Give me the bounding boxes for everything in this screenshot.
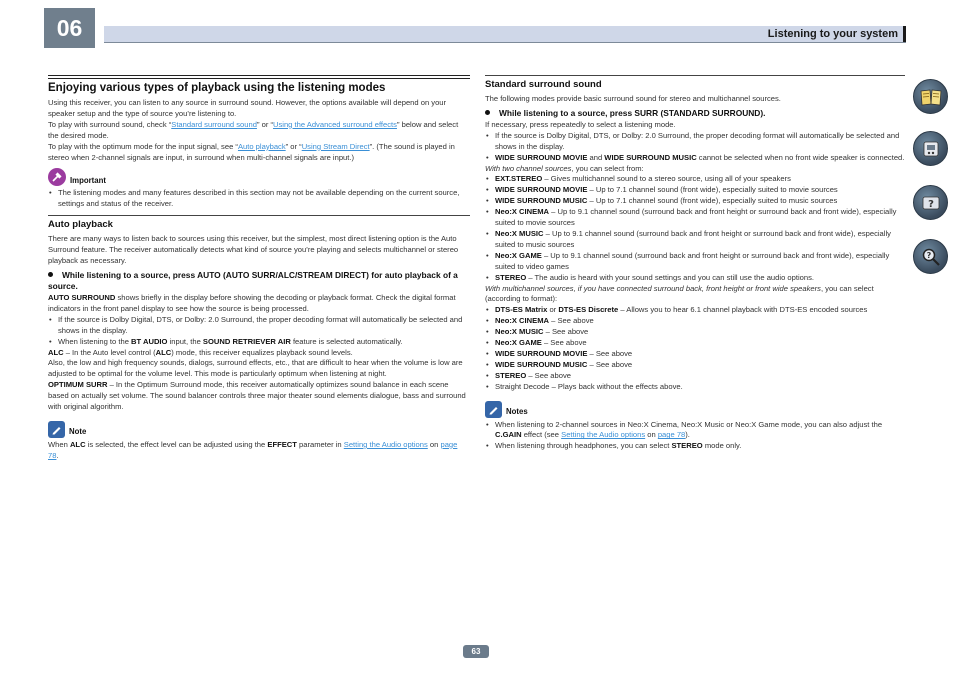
- header-tick: [903, 26, 906, 42]
- surr-bullets: [485, 131, 905, 164]
- auto-bullet: • If the source is Dolby Digital, DTS, or Dolby: 2.0 Surround, the proper decoding format will automatically be selected and shows in the display.: [48, 315, 470, 337]
- note-pencil-icon: [48, 421, 65, 438]
- left-column: [48, 75, 470, 462]
- right-column: [485, 75, 905, 452]
- two-channel-intro: With two channel sources, you can select from:: [485, 163, 644, 173]
- step-bullet-icon: [485, 110, 490, 115]
- multichannel-intro: With multichannel sources, if you have connected surround back, front height or front wide speakers, you can select (according to format):: [485, 283, 874, 304]
- notes-label: Notes: [506, 406, 528, 416]
- auto-bullet: • When listening to the BT AUDIO input, the SOUND RETRIEVER AIR feature is selected automatically.: [48, 337, 470, 348]
- mode-item: • WIDE SURROUND MUSIC – See above: [485, 360, 905, 371]
- link-standard-surround[interactable]: Standard surround sound: [171, 119, 257, 129]
- link-audio-options[interactable]: Setting the Audio options: [343, 439, 428, 449]
- note-text: When ALC is selected, the effect level can be adjusted using the EFFECT parameter in Setting the Audio options on page 78.: [48, 439, 458, 460]
- mode-item: • Neo:X MUSIC – Up to 9.1 channel sound (surround back and front height or surround back and front wide), especially suited to music sources: [485, 229, 905, 251]
- alc-text: ALC – In the Auto level control (ALC) mode, this receiver equalizes playback sound levels.: [48, 347, 353, 357]
- note-label: Note: [69, 427, 87, 437]
- auto-surround-text: AUTO SURROUND shows briefly in the display before showing the decoding or playback format. Check the digital format indicators in the front panel display to see how the source is being processed.: [48, 292, 456, 313]
- svg-text:?: ?: [926, 250, 931, 260]
- page-number: 63: [463, 645, 489, 658]
- mode-item: • Neo:X MUSIC – See above: [485, 327, 905, 338]
- important-header: [48, 168, 470, 186]
- intro-paragraph-1: Using this receiver, you can listen to any source in surround sound. However, the options available will depend on your speaker setup and the type of source you’re listening to.: [48, 98, 447, 118]
- header-title: Listening to your system: [767, 28, 898, 40]
- mode-item: • DTS-ES Matrix or DTS-ES Discrete – Allows you to hear 6.1 channel playback with DTS-ES encoded sources: [485, 305, 905, 316]
- intro-paragraph-2: To play with surround sound, check “Standard surround sound” or “Using the Advanced surround effects” below and select the desired mode.: [48, 119, 459, 140]
- section-title: Enjoying various types of playback using the listening modes: [48, 82, 386, 94]
- link-auto-playback[interactable]: Auto playback: [237, 141, 286, 151]
- auto-bullets: [48, 315, 470, 348]
- surr-step: While listening to a source, press SURR (STANDARD SURROUND).: [485, 108, 905, 119]
- remote-control-icon[interactable]: [913, 131, 948, 166]
- mode-item: • Neo:X GAME – See above: [485, 338, 905, 349]
- step-bullet-icon: [48, 272, 53, 277]
- mode-item: • Neo:X CINEMA – See above: [485, 316, 905, 327]
- mode-item: • Neo:X CINEMA – Up to 9.1 channel sound (surround back and front height or surround back and front wide), especially suited to movie sources: [485, 207, 905, 229]
- mode-item: • WIDE SURROUND MOVIE – Up to 7.1 channel sound (front wide), especially suited to movie sources: [485, 185, 905, 196]
- mode-item: • WIDE SURROUND MUSIC – Up to 7.1 channel sound (front wide), especially suited to music sources: [485, 196, 905, 207]
- important-item: • The listening modes and many features described in this section may not be available depending on the current source, settings and status of the receiver.: [48, 188, 470, 210]
- link-advanced-surround[interactable]: Using the Advanced surround effects: [272, 119, 397, 129]
- notes-list: [485, 420, 905, 453]
- subsection-rule: [48, 215, 470, 216]
- right-rule: [485, 75, 905, 76]
- note-pencil-icon: [485, 401, 502, 418]
- standard-intro: The following modes provide basic surround sound for stereo and multichannel sources.: [485, 94, 781, 103]
- important-label: Important: [70, 175, 106, 185]
- help-search-icon[interactable]: [913, 239, 948, 274]
- auto-intro: There are many ways to listen back to sources using this receiver, but the simplest, most direct listening option is the Auto Surround feature. The receiver automatically detects what kind of source you’re playing and selects multichannel or stereo playback as necessary.: [48, 234, 459, 266]
- auto-playback-title: Auto playback: [48, 219, 113, 231]
- note-item: • When listening to 2-channel sources in Neo:X Cinema, Neo:X Music or Neo:X Game mode, you can also adjust the C.GAIN effect (see Setting the Audio options on page 78).: [485, 420, 905, 442]
- optimum-surr-text: OPTIMUM SURR – In the Optimum Surround mode, this receiver automatically optimizes sound balance in each scene based on actually set volume. The sound balancer controls three major theater sound elements dialogue, bass and surround with original algorithm.: [48, 380, 466, 412]
- important-icon: [48, 168, 66, 186]
- link-page-78[interactable]: page 78: [657, 430, 686, 440]
- header-bar: [104, 26, 906, 43]
- multichannel-list: [485, 305, 905, 392]
- surr-bullet: • WIDE SURROUND MOVIE and WIDE SURROUND MUSIC cannot be selected when no front wide speaker is connected.: [485, 153, 905, 164]
- mode-item: • Neo:X GAME – Up to 9.1 channel sound (surround back and front height or surround back and front wide), especially suited to video games: [485, 251, 905, 273]
- faq-icon[interactable]: [913, 185, 948, 220]
- auto-step: While listening to a source, press AUTO (AUTO SURR/ALC/STREAM DIRECT) for auto playback of a source.: [48, 269, 458, 291]
- link-audio-options[interactable]: Setting the Audio options: [561, 430, 646, 440]
- two-channel-list: [485, 174, 905, 283]
- note-item: • When listening through headphones, you can select STEREO mode only.: [485, 441, 905, 452]
- alc-more: Also, the low and high frequency sounds, dialogs, surround effects, etc., that are difficult to hear when the volume is low are adjusted to be optimal for the volume level. This mode is particularly optimum when listening at night.: [48, 358, 463, 379]
- standard-surround-title: Standard surround sound: [485, 79, 602, 90]
- mode-item: • EXT.STEREO – Gives multichannel sound to a stereo source, using all of your speakers: [485, 174, 905, 185]
- link-stream-direct[interactable]: Using Stream Direct: [301, 141, 370, 151]
- mode-item: • STEREO – The audio is heard with your sound settings and you can still use the audio options.: [485, 273, 905, 284]
- mode-item: • WIDE SURROUND MOVIE – See above: [485, 349, 905, 360]
- intro-paragraph-3: To play with the optimum mode for the input signal, see “Auto playback” or “Using Stream Direct”. (The sound is played in stereo when 2-channel signals are input, in surround when multi-channel signals are input.): [48, 141, 455, 162]
- notes-header: [485, 401, 905, 418]
- link-page-78[interactable]: page 78: [48, 439, 458, 460]
- surr-bullet: • If the source is Dolby Digital, DTS, or Dolby: 2.0 Surround, the proper decoding format will automatically be selected and shows in the display.: [485, 131, 905, 153]
- important-list: [48, 188, 470, 210]
- note-header: [48, 421, 470, 438]
- svg-text:?: ?: [927, 198, 934, 210]
- chapter-number: 06: [44, 8, 95, 48]
- book-icon[interactable]: [913, 79, 948, 114]
- mode-item: • Straight Decode – Plays back without the effects above.: [485, 382, 905, 393]
- section-rule: [48, 75, 470, 79]
- surr-step-note: If necessary, press repeatedly to select a listening mode.: [485, 119, 676, 129]
- mode-item: • STEREO – See above: [485, 371, 905, 382]
